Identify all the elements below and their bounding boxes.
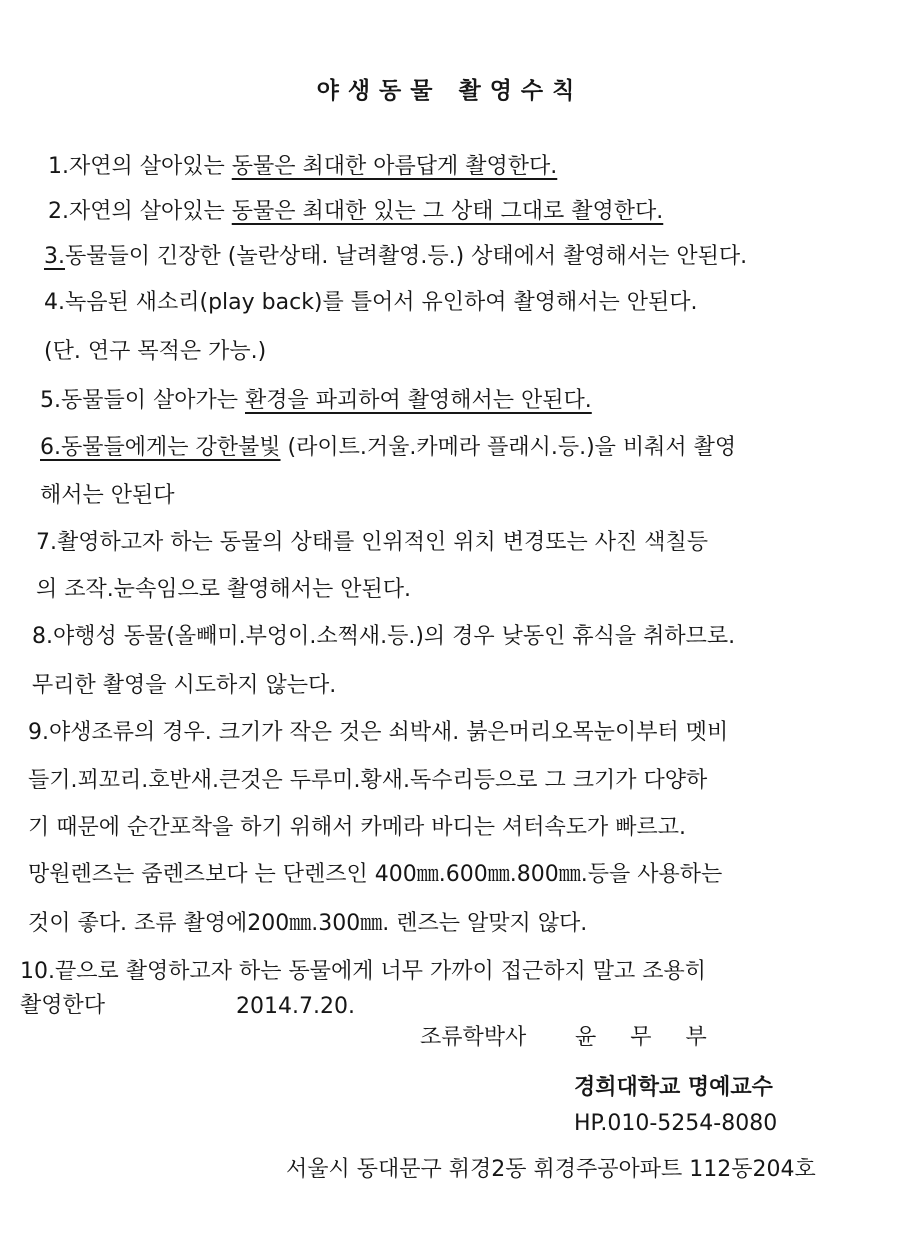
rule-line [32,671,336,701]
rule-line [48,152,557,182]
rule-line [44,337,266,367]
rule-line [28,718,728,748]
rule-text: 기 때문에 순간포착을 하기 위해서 카메라 바디는 셔터속도가 빠르고. [28,815,686,840]
rule-text: (라이트.거울.카메라 플래시.등.)을 비춰서 촬영 [280,435,737,460]
rule-underlined-text: 동물은 최대한 있는 그 상태 그대로 촬영한다. [231,199,664,224]
rule-text: 5.동물들이 살아가는 [40,388,245,413]
rule-text: 들기.꾀꼬리.호반새.큰것은 두루미.황새.독수리등으로 그 크기가 다양하 [28,768,708,793]
rule-text: 동물들이 긴장한 (놀란상태. 날려촬영.등.) 상태에서 촬영해서는 안된다. [65,244,748,269]
rule-text: 4.녹음된 새소리(play back)를 틀어서 유인하여 촬영해서는 안된다. [44,290,698,315]
rule-line [44,288,698,318]
rule-line [44,242,747,272]
rule-text: 것이 좋다. 조류 촬영에200㎜.300㎜. 렌즈는 알맞지 않다. [28,911,588,936]
rule-line [20,957,706,987]
rule-line [48,197,663,227]
signature-name: 윤무부 [575,1025,741,1050]
rule-line [28,909,587,939]
rule-line [28,860,722,890]
rule-underlined-text: 3. [44,244,65,269]
rule-text: 9.야생조류의 경우. 크기가 작은 것은 쇠박새. 붉은머리오목눈이부터 멧비 [28,720,729,745]
rule-text: 무리한 촬영을 시도하지 않는다. [32,673,337,698]
rule-line [40,481,175,511]
rule-text: 망원렌즈는 줌렌즈보다 는 단렌즈인 400㎜.600㎜.800㎜.등을 사용하는 [28,862,723,887]
rule-text: 10.끝으로 촬영하고자 하는 동물에게 너무 가까이 접근하지 말고 조용히 [20,959,706,984]
rule-line [36,575,411,605]
rule-text: (단. 연구 목적은 가능.) [44,339,267,364]
rule-line [40,433,736,463]
rule-line [40,386,592,416]
document-title: 야생동물 촬영수칙 [316,78,584,104]
rule-text: 촬영한다 [20,993,106,1018]
rule-line [28,813,686,843]
rule-line [32,622,735,652]
rule-text: 2.자연의 살아있는 [48,199,232,224]
rule-line [28,766,707,796]
rule-text: 8.야행성 동물(올빼미.부엉이.소쩍새.등.)의 경우 낮동인 휴식을 취하므로. [32,624,736,649]
rule-line [20,991,105,1021]
rule-line [36,528,708,558]
signature-phone: HP.010-5254-8080 [574,1111,778,1136]
rule-text: 1.자연의 살아있는 [48,154,232,179]
signature-affiliation: 경희대학교 명예교수 [574,1075,773,1100]
rule-text: 해서는 안된다 [40,483,175,508]
rule-text: 7.촬영하고자 하는 동물의 상태를 인위적인 위치 변경또는 사진 색칠등 [36,530,708,555]
rule-underlined-text: 6.동물들에게는 강한불빛 [40,435,281,460]
signature-role: 조류학박사 [420,1025,527,1050]
document-date: 2014.7.20. [236,994,355,1019]
rule-underlined-text: 환경을 파괴하여 촬영해서는 안된다. [245,388,592,413]
signature-address: 서울시 동대문구 휘경2동 휘경주공아파트 112동204호 [286,1157,816,1182]
rule-underlined-text: 동물은 최대한 아름답게 촬영한다. [231,154,558,179]
rule-text: 의 조작.눈속임으로 촬영해서는 안된다. [36,577,411,602]
